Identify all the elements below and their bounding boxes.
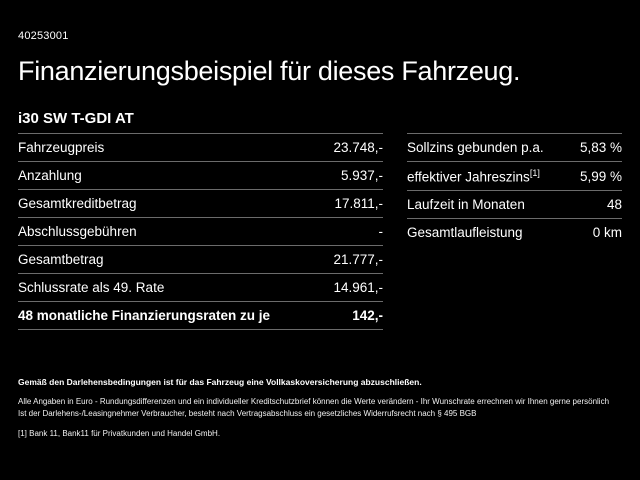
row-value: 17.811,- <box>323 189 383 217</box>
row-label: Gesamtkreditbetrag <box>18 189 323 217</box>
table-row <box>407 161 622 191</box>
left-column <box>18 133 383 330</box>
row-label <box>407 161 571 191</box>
row-label: Fahrzeugpreis <box>18 133 323 161</box>
row-label: Gesamtlaufleistung <box>407 219 571 247</box>
table-row <box>18 217 383 245</box>
table-row <box>407 191 622 219</box>
footnote-1: [1] Bank 11, Bank11 für Privatkunden und Handel GmbH. <box>18 428 221 438</box>
row-label: Gesamtbetrag <box>18 245 323 273</box>
row-label: Schlussrate als 49. Rate <box>18 273 323 301</box>
row-label: Anzahlung <box>18 161 323 189</box>
row-value: 5,83 % <box>571 133 622 161</box>
row-label: Abschlussgebühren <box>18 217 323 245</box>
page-title: Finanzierungsbeispiel für dieses Fahrzeug. <box>18 56 521 86</box>
table-row <box>18 189 383 217</box>
row-label: Laufzeit in Monaten <box>407 191 571 219</box>
footnote-marker: [1] <box>529 167 540 178</box>
table-row <box>18 133 383 161</box>
row-value: 23.748,- <box>323 133 383 161</box>
row-value: 14.961,- <box>323 273 383 301</box>
monthly-rate-label: 48 monatliche Finanzierungsraten zu je <box>18 301 323 329</box>
table-row <box>18 245 383 273</box>
row-label: Sollzins gebunden p.a. <box>407 133 571 161</box>
row-value: 48 <box>571 191 622 219</box>
vehicle-model-label: i30 SW T-GDI AT <box>18 109 134 127</box>
disclaimer-line-2: Ist der Darlehens-/Leasingnehmer Verbraucher, besteht nach Vertragsabschluss ein gesetzliches Widerrufsrecht nach § 495 BGB <box>18 409 477 419</box>
right-spec-table <box>407 133 622 247</box>
disclaimer-line-1: Alle Angaben in Euro - Rundungsdifferenzen und ein individueller Kreditschutzbrief können die Werte verändern - Ihr Wunschrate errechnen wir Ihnen gerne persönlich <box>18 396 610 406</box>
left-spec-table <box>18 133 383 330</box>
table-row-total <box>18 301 383 329</box>
finance-tables <box>18 133 622 330</box>
table-row <box>18 161 383 189</box>
row-value: 0 km <box>571 219 622 247</box>
row-value: 21.777,- <box>323 245 383 273</box>
row-value: 5,99 % <box>571 161 622 191</box>
row-value: - <box>323 217 383 245</box>
row-label-text: effektiver Jahreszins <box>407 169 530 185</box>
row-value: 5.937,- <box>323 161 383 189</box>
reference-id: 40253001 <box>18 30 69 42</box>
right-column <box>407 133 622 247</box>
legal-footer <box>18 377 622 440</box>
table-row <box>407 219 622 247</box>
insurance-note: Gemäß den Darlehensbedingungen ist für das Fahrzeug eine Vollkaskoversicherung abzuschließen. <box>18 377 422 388</box>
table-row <box>407 133 622 161</box>
monthly-rate-value: 142,- <box>323 301 383 329</box>
table-row <box>18 273 383 301</box>
